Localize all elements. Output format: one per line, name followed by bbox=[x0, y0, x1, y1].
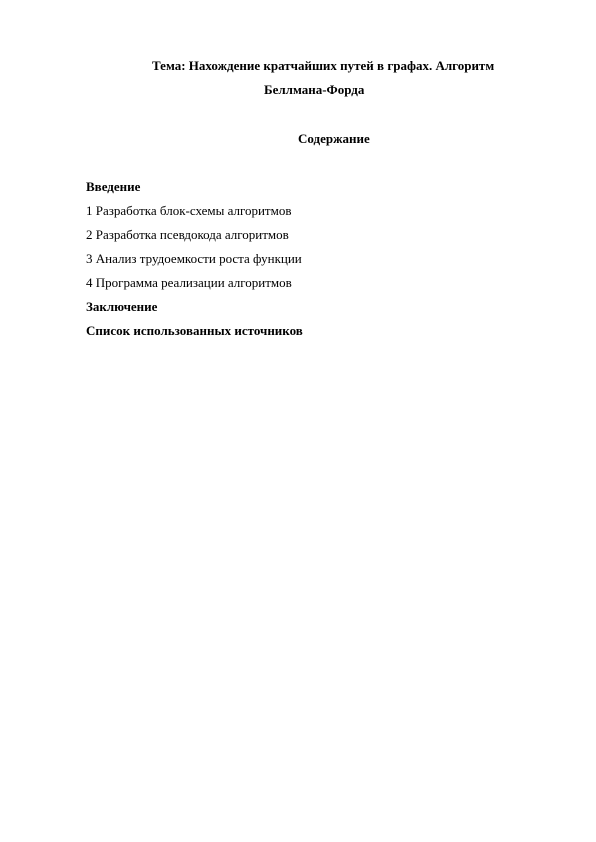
toc-item-chapter-4: 4 Программа реализации алгоритмов bbox=[86, 275, 292, 290]
toc-heading: Содержание bbox=[298, 131, 370, 146]
document-title-line-1: Тема: Нахождение кратчайших путей в графах. Алгоритм bbox=[152, 58, 495, 73]
toc-item-chapter-1: 1 Разработка блок-схемы алгоритмов bbox=[86, 203, 292, 218]
toc-item-conclusion: Заключение bbox=[86, 299, 158, 314]
toc-item-introduction: Введение bbox=[86, 179, 141, 194]
toc-item-chapter-3: 3 Анализ трудоемкости роста функции bbox=[86, 251, 302, 266]
document-title-line-2: Беллмана-Форда bbox=[264, 82, 365, 97]
toc-item-chapter-2: 2 Разработка псевдокода алгоритмов bbox=[86, 227, 289, 242]
toc-item-references: Список использованных источников bbox=[86, 323, 303, 338]
table-of-contents bbox=[86, 179, 303, 347]
